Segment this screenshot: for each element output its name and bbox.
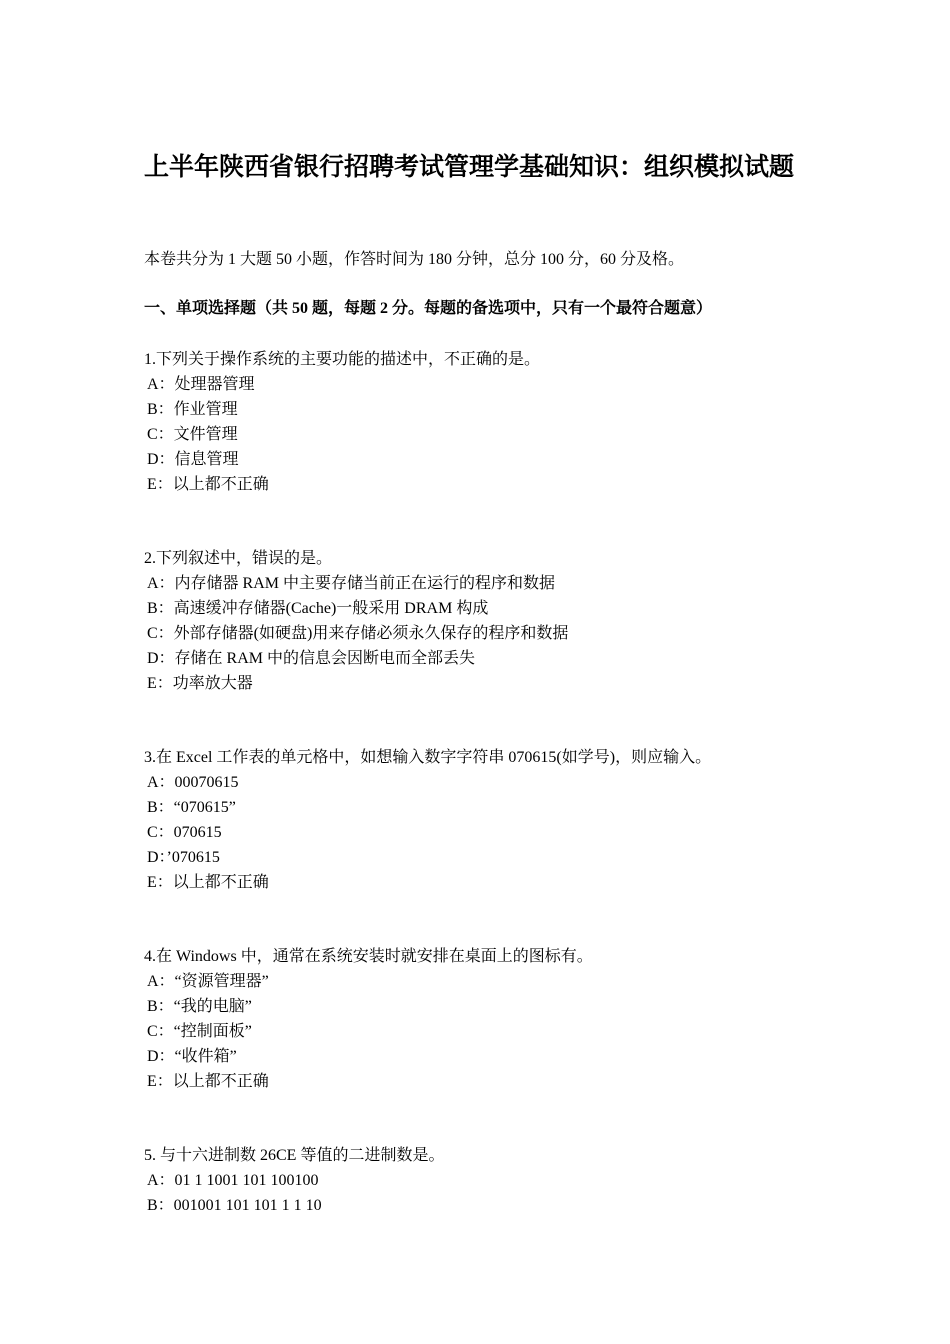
question-2 [144,546,864,696]
option-c: C：外部存储器(如硬盘)用来存储必须永久保存的程序和数据 [147,625,569,642]
option-d: D：信息管理 [147,451,239,468]
document-title: 上半年陕西省银行招聘考试管理学基础知识：组织模拟试题 [144,154,795,181]
option-a: A：内存储器 RAM 中主要存储当前正在运行的程序和数据 [147,575,556,592]
option-b: B：“070615” [147,799,236,816]
option-list [144,770,864,895]
question-4 [144,944,864,1094]
option-list [144,571,864,696]
question-1 [144,347,864,497]
option-b: B：“我的电脑” [147,998,252,1015]
question-3 [144,745,864,895]
option-e: E：以上都不正确 [147,1073,269,1090]
question-5 [144,1143,864,1218]
question-stem: 1.下列关于操作系统的主要功能的描述中，不正确的是。 [144,351,541,368]
exam-instructions: 本卷共分为 1 大题 50 小题，作答时间为 180 分钟，总分 100 分，60 分及格。 [144,251,685,268]
option-e: E：功率放大器 [147,675,253,692]
question-stem: 2.下列叙述中，错误的是。 [144,550,333,567]
question-stem: 4.在 Windows 中，通常在系统安装时就安排在桌面上的图标有。 [144,948,593,965]
option-list [144,1168,864,1218]
question-stem: 5. 与十六进制数 26CE 等值的二进制数是。 [144,1147,445,1164]
option-b: B：高速缓冲存储器(Cache)一般采用 DRAM 构成 [147,600,489,617]
option-d: D：’070615 [147,849,220,866]
option-b: B：001001 101 101 1 1 10 [147,1197,322,1214]
section-heading: 一、单项选择题（共 50 题，每题 2 分。每题的备选项中，只有一个最符合题意） [144,300,713,317]
option-list [144,372,864,497]
option-c: C：“控制面板” [147,1023,252,1040]
option-a: A：00070615 [147,774,239,791]
option-e: E：以上都不正确 [147,874,269,891]
option-c: C：文件管理 [147,426,238,443]
option-a: A：处理器管理 [147,376,255,393]
option-c: C：070615 [147,824,222,841]
option-a: A：01 1 1001 101 100100 [147,1172,319,1189]
option-b: B：作业管理 [147,401,238,418]
option-a: A：“资源管理器” [147,973,269,990]
question-stem: 3.在 Excel 工作表的单元格中，如想输入数字字符串 070615(如学号)，则应输入。 [144,749,712,766]
option-e: E：以上都不正确 [147,476,269,493]
option-list [144,969,864,1094]
option-d: D：“收件箱” [147,1048,237,1065]
option-d: D：存储在 RAM 中的信息会因断电而全部丢失 [147,650,476,667]
